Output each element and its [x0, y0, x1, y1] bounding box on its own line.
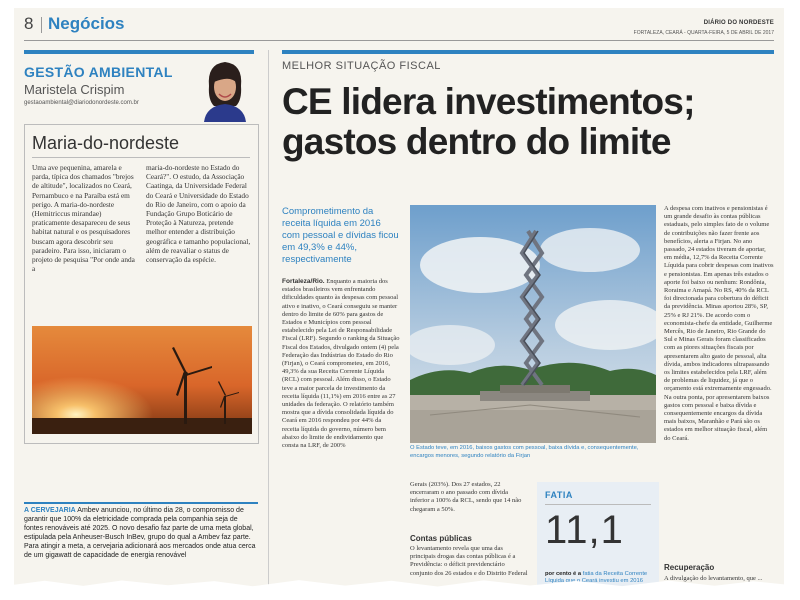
- article-kicker: MELHOR SITUAÇÃO FISCAL: [282, 60, 441, 72]
- article-dateline: Fortaleza/Rio.: [282, 278, 325, 285]
- column-article-title: Maria-do-nordeste: [32, 133, 180, 153]
- dateline: FORTALEZA, CEARÁ - QUARTA-FEIRA, 5 DE ABRIL DE 2017: [633, 30, 774, 36]
- wind-turbines-photo: [32, 326, 252, 434]
- subsection-recuperacao: Recuperação: [664, 563, 715, 572]
- article-body-col4b: A divulgação do levantamento, que ...: [664, 575, 763, 582]
- article-headline: CE lidera investimentos; gastos dentro do limite: [282, 81, 695, 162]
- header-divider: [41, 17, 42, 33]
- column-author: Maristela Crispim: [24, 82, 125, 97]
- author-portrait: [200, 56, 250, 122]
- brief-keyword: A CERVEJARIA: [24, 507, 76, 514]
- article-accent-bar: [282, 50, 774, 54]
- column-text-right: maria-do-nordeste no Estado do Ceará?". O estudo, da Associação Caatinga, da Universidade Federal do Ceará e Universidade do Estado do Rio de Janeiro, com o apoio da Fundação Grupo Boticário de Proteção à Natureza, pretende melhor entender a distribuição geográfica e tamanho populacional, além de reavaliar o status de conservação da espécie.: [146, 163, 251, 265]
- brief-rule: [24, 502, 258, 504]
- header-rule: [24, 40, 774, 41]
- article-body-col3: Gerais (203%). Dos 27 estados, 22 encerraram o ano passado com dívida inferior a 100% da RCL, sendo que 14 não chegaram a 50%.: [410, 481, 522, 513]
- subsection-contas-publicas: Contas públicas: [410, 534, 472, 543]
- brief-text: [24, 506, 258, 560]
- column-email: gestaoambiental@diariodonordeste.com.br: [24, 100, 139, 106]
- monument-photo: [410, 205, 656, 443]
- page-header: [14, 8, 784, 40]
- fatia-label: FATIA: [545, 490, 573, 500]
- column-separator: [268, 50, 269, 590]
- article-body-col3b: O levantamento revela que uma das principais drogas das contas públicas é a Previdência: o déficit previdenciário conjunto dos 26 estados e do Distrito Federal: [410, 545, 528, 577]
- column-title: GESTÃO AMBIENTAL: [24, 64, 173, 80]
- column-article-rule: [32, 157, 250, 158]
- article-body-col4: A despesa com inativos e pensionistas é um grande desafio às contas públicas estaduais, pelo simples fato de o volume de contribuições não fazer frente aos benefícios, alerta a Firjan. No ano passado, 24 estados tiveram de aportar, em média, 12,7% da Receita Corrente Líquida para cobrir despesas com inativos e pensionistas. Em apenas três estados o aporte foi baixo ou nenhum: Rondônia, Roraima e Amapá. No RS, 40% da RCL foi direcionada para cobertura do déficit da previdência. Minas aportou 28%, SP, 25% e RJ 21%. De acordo com o economista-chefe da entidade, Guilherme Mercês, Rio de Janeiro, Rio Grande do Sul e Minas Gerais foram classificados com as piores situações fiscais por apresentarem alto gasto de pessoal, alta dívida, ambos indicadores ultrapassando os limites estabelecidos pela LRF, além de problemas de liquidez, já que o orçamento está extremamente engessado. Na outra ponta, por apresentarem baixos gastos com pessoal e baixa dívida e consequentemente encargos da dívida mais baixos, Maranhão e Pará são os estados em melhor situação fiscal, além do Ceará.: [664, 205, 774, 442]
- page-number: 8: [24, 14, 34, 33]
- fatia-rule: [545, 504, 651, 505]
- article-subhead: Comprometimento da receita líquida em 2016 com pessoal e dívidas ficou em 49,3% e 44%, respectivamente: [282, 206, 399, 265]
- photo-caption: O Estado teve, em 2016, baixos gastos com pessoal, baixa dívida e, consequentemente, encargos menores, segundo relatório da Firjan: [410, 445, 639, 459]
- column-text-left: Uma ave pequenina, amarela e parda, típica dos chamados "brejos de altitude", localizados no Ceará, Pernambuco e na Paraíba está em perigo. A maria-do-nordeste (Hemitriccus mirandae) praticamente desapareceu de seus habitat natural e os pesquisadores buscam agora descobrir seu paradeiro. Para isso, iniciaram o projeto de pesquisa "Por onde anda a: [32, 163, 135, 274]
- section-name: Negócios: [48, 14, 125, 33]
- publication-name: DIÁRIO DO NORDESTE: [703, 20, 774, 26]
- article-body-col1: [282, 278, 400, 450]
- column-accent-bar: [24, 50, 254, 54]
- brief-body: Ambev anunciou, no último dia 28, o compromisso de garantir que 100% da eletricidade comprada pela companhia seja de fontes renováveis até 2025. O novo desafio faz parte de uma meta global, estipulada pela Anheuser-Busch InBev, grupo do qual a Ambev faz parte. Para atingir a meta, a cervejaria adicionará aos mercados onde atua cerca de um gigawatt de capacidade de energia renovável: [24, 507, 256, 559]
- newspaper-page: [14, 8, 784, 592]
- fatia-text: fatia da Receita Corrente Líquida que o Ceará investiu em 2016: [545, 571, 648, 585]
- article-body-col1-text: Enquanto a maioria dos estados brasileiros vem enfrentando dificuldades quanto às despesas com pessoal ativo e inativo, o Ceará conseguiu se manter dentro do limite de 60% para gastos de Estados e Municípios com pessoal estabelecido pela Lei de Responsabilidade Fiscal (LRF). Segundo o ranking da Situação Fiscal dos Estados, divulgado ontem (4) pela Federação das Indústrias do Estado do Rio (Firjan), o Ceará comprometeu, em 2016, 49,3% da sua Receita Corrente Líquida (RCL) com pessoal. Além disso, o Estado teve a maior parcela de investimento da receita líquida (11,1%) em 2016 entre as 27 unidades da federação. O relatório também mostra que a dívida consolidada líquida do Ceará em 2016 respondeu por 44% da receita líquida do governo, número bem abaixo do limite de endividamento que consta na LRF, de 200%: [282, 278, 400, 450]
- fatia-value: 11,1: [545, 508, 624, 552]
- fatia-bold: por cento é a: [545, 571, 582, 577]
